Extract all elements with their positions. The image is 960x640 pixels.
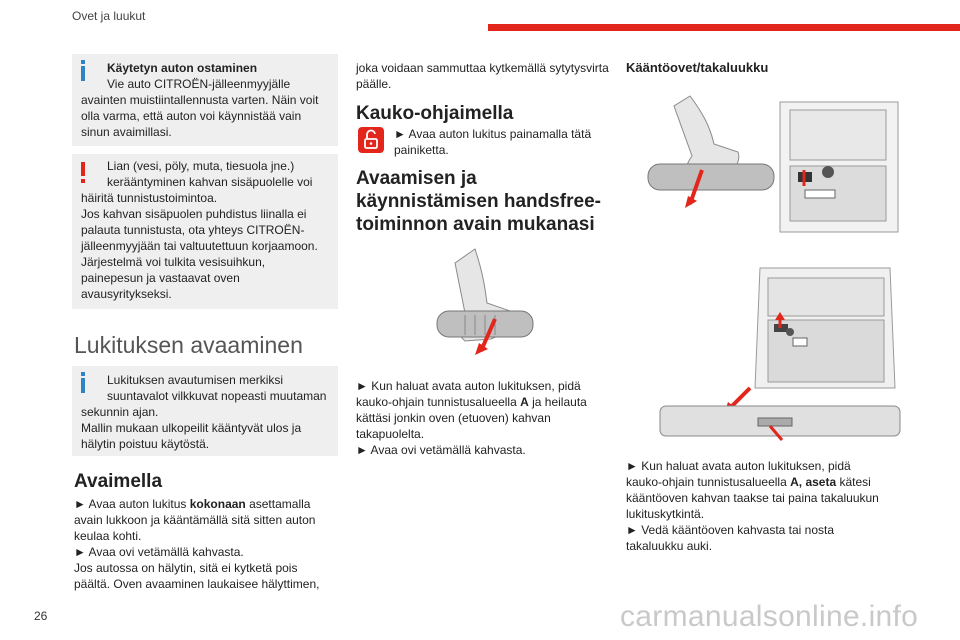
text-line: Jos autossa on hälytin, sitä ei kytketä pois — [74, 561, 298, 575]
text-line: painiketta. — [394, 143, 449, 157]
info-line: Mallin mukaan ulkopeilit kääntyvät ulos ja — [81, 421, 302, 435]
warning-line: avausyritykseksi. — [81, 287, 172, 301]
text-span: ► Avaa auton lukitus — [74, 497, 190, 511]
kauko-text — [394, 126, 634, 158]
tailgate-illustration — [640, 258, 902, 448]
info-line: sinun avaimillasi. — [81, 125, 172, 139]
text-line: takapuolelta. — [356, 427, 425, 441]
watermark: carmanualsonline.info — [620, 600, 919, 633]
text-line — [356, 394, 626, 410]
heading-line: toiminnon avain mukanasi — [356, 214, 595, 235]
warning-line: palauta tunnistusta, ota yhteys CITROËN- — [81, 223, 305, 237]
info-box-used-car — [72, 54, 338, 146]
header-accent-bar — [488, 24, 960, 31]
text-line: avain lukkoon ja kääntämällä sitä sitten auton — [74, 513, 316, 527]
heading-kauko-ohjaimella: Kauko-ohjaimella — [356, 103, 514, 124]
text-line: ► Avaa ovi vetämällä kahvasta. — [74, 545, 244, 559]
warning-line: häiritä tunnistustoimintoa. — [81, 191, 218, 205]
heading-line: käynnistämisen handsfree- — [356, 191, 601, 212]
handsfree-text — [356, 378, 626, 458]
warning-line: Jos kahvan sisäpuolen puhdistus liinalla ei — [81, 207, 307, 221]
text-line: päältä. Oven avaaminen laukaisee hälyttimen, — [74, 577, 320, 591]
info-line: hälytin poistuu käytöstä. — [81, 437, 210, 451]
heading-avaimella: Avaimella — [74, 471, 163, 492]
text-line: takaluukku auki. — [626, 539, 713, 553]
info-line: avainten muistiintallennusta varten. Näin voit — [81, 93, 319, 107]
info-box-title: Käytetyn auton ostaminen — [107, 61, 258, 75]
text-line: kättäsi jonkin oven (etuoven) kahvan — [356, 411, 551, 425]
rear-door-hand-illustration — [640, 92, 902, 242]
warning-line: jälleenmyyjään tai valtuutettuun korjaamoon. — [81, 239, 318, 253]
warning-line: Järjestelmä voi tulkita vesisuihkun, — [81, 255, 266, 269]
text-span: kauko-ohjain tunnistusalueella — [626, 475, 791, 489]
text-span: asettamalla — [245, 497, 311, 511]
text-line: keulaa kohti. — [74, 529, 142, 543]
text-line: ► Kun haluat avata auton lukituksen, pidä — [356, 379, 581, 393]
text-span: kätesi — [836, 475, 871, 489]
heading-handsfree — [356, 167, 601, 236]
text-line: päälle. — [356, 77, 392, 91]
info-line: Vie auto CITROËN-jälleenmyyjälle — [107, 77, 291, 91]
avaimella-line-1 — [74, 496, 336, 512]
warning-line: Lian (vesi, pöly, muta, tiesuola jne.) — [107, 159, 295, 173]
page-number: 26 — [34, 609, 48, 623]
section-title-unlocking: Lukituksen avaaminen — [74, 332, 303, 358]
heading-kaantoovet: Kääntöovet/takaluukku — [626, 60, 769, 75]
info-icon — [81, 66, 85, 81]
text-line: ► Avaa auton lukitus painamalla tätä — [394, 127, 592, 141]
text-line: lukituskytkintä. — [626, 507, 705, 521]
hand-handle-illustration — [425, 243, 545, 361]
text-line: kääntöoven kahvan taakse tai paina takaluukun — [626, 491, 879, 505]
text-line: joka voidaan sammuttaa kytkemällä sytytysvirta — [356, 61, 609, 75]
info-line: sekunnin ajan. — [81, 405, 159, 419]
text-bold: A, aseta — [790, 475, 837, 489]
heading-line: Avaamisen ja — [356, 168, 477, 189]
text-span: kauko-ohjain tunnistusalueella — [356, 395, 521, 409]
text-line: ► Avaa ovi vetämällä kahvasta. — [356, 443, 526, 457]
tailgate-text — [626, 458, 906, 554]
info-line: olla varma, että auton voi käynnistää vain — [81, 109, 302, 123]
warning-line: painepesun ja vastaavat oven — [81, 271, 240, 285]
info-line: suuntavalot vilkkuvat nopeasti muutaman — [107, 389, 327, 403]
text-line: ► Vedä kääntöoven kahvasta tai nosta — [626, 523, 835, 537]
warning-icon — [81, 162, 85, 176]
text-span: ja heilauta — [528, 395, 587, 409]
warning-line: kerääntyminen kahvan sisäpuolelle voi — [107, 175, 313, 189]
text-line: ► Kun haluat avata auton lukituksen, pidä — [626, 459, 851, 473]
header-title: Ovet ja luukut — [72, 9, 146, 23]
warning-box-dirt — [72, 154, 338, 309]
info-icon — [81, 378, 85, 393]
avaimella-text — [74, 496, 336, 592]
unlock-icon — [358, 127, 384, 153]
continued-text — [356, 60, 626, 92]
text-bold: kokonaan — [189, 497, 246, 511]
info-box-unlock-signal — [72, 366, 338, 456]
info-line: Lukituksen avautumisen merkiksi — [107, 373, 284, 387]
text-line — [626, 474, 906, 490]
text-bold: A — [520, 395, 529, 409]
